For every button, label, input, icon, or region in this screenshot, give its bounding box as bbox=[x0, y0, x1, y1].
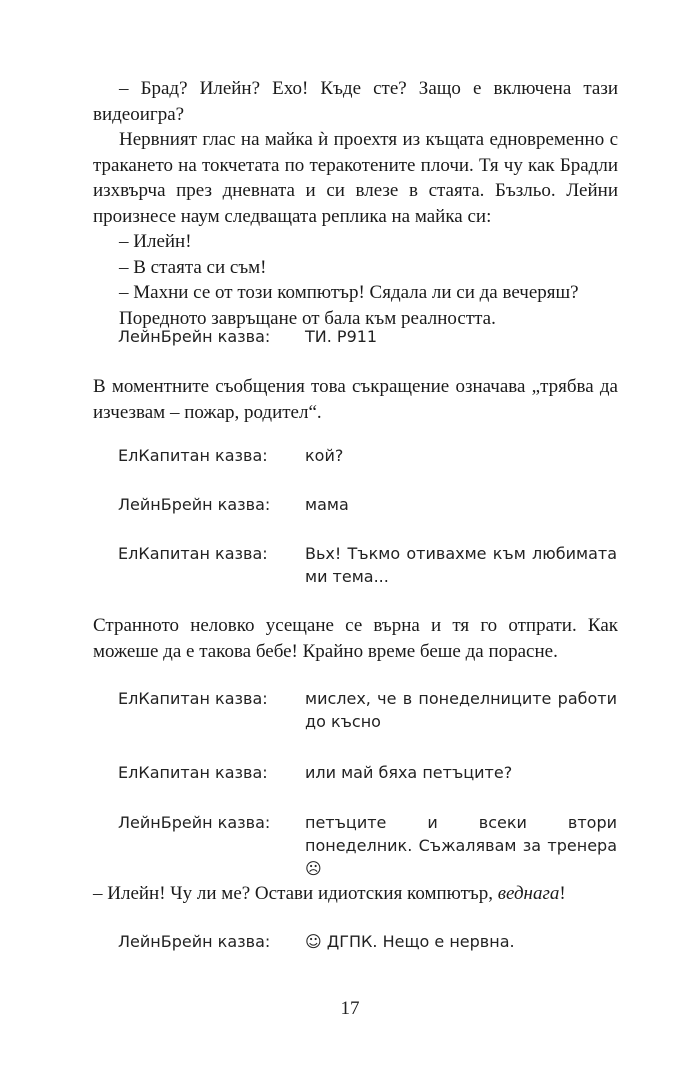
prose-block-opening bbox=[93, 76, 618, 331]
emphasis-text: веднага bbox=[497, 883, 560, 904]
paragraph: Странното неловко усещане се върна и тя го отпрати. Как можеше да е такова бебе! Крайно време беше да порасне. bbox=[93, 615, 618, 662]
paragraph: – Махни се от този компютър! Сядала ли си да вечеряш? bbox=[119, 282, 579, 303]
chat-message: петъците и всеки втори понеделник. Съжалявам за тренера ☹ bbox=[305, 813, 617, 878]
chat-sender: ЛейнБрейн казва: bbox=[118, 495, 271, 514]
prose-block bbox=[93, 613, 618, 664]
chat-sender: ЛейнБрейн казва: bbox=[118, 932, 271, 951]
paragraph: – Брад? Илейн? Ехо! Къде сте? Защо е включена тази видеоигра? bbox=[93, 78, 618, 125]
chat-sender: ЕлКапитан казва: bbox=[118, 544, 268, 563]
chat-message: или май бяха петъците? bbox=[305, 763, 513, 782]
chat-message: мислех, че в понеделниците работи до късно bbox=[305, 689, 617, 731]
paragraph: Нервният глас на майка ѝ проехтя из къщата едновременно с тракането на токчетата по теракотените плочи. Тя чу как Брадли изхвърча през дневната и си влезе в стаята. Бъзльо. Лейни произнесе наум следващата реплика на майка си: bbox=[93, 129, 618, 227]
chat-message: ☺ ДГПК. Нещо е нервна. bbox=[305, 932, 515, 951]
page-number: 17 bbox=[340, 998, 360, 1019]
paragraph: – В стаята си съм! bbox=[119, 256, 267, 278]
paragraph bbox=[93, 881, 618, 907]
paragraph: В моментните съобщения това съкращение означава „трябва да изчезвам – пожар, родител“. bbox=[93, 376, 618, 423]
chat-message: Вьх! Тъкмо отивахме към любимата ми тема... bbox=[305, 544, 617, 586]
chat-message: мама bbox=[305, 495, 349, 514]
chat-sender: ЕлКапитан казва: bbox=[118, 763, 268, 782]
chat-sender: ЕлКапитан казва: bbox=[118, 689, 268, 708]
chat-message: ТИ. Р911 bbox=[305, 327, 378, 346]
paragraph: Поредното завръщане от бала към реалността. bbox=[119, 307, 496, 329]
prose-block bbox=[93, 374, 618, 425]
chat-sender: ЛейнБрейн казва: bbox=[118, 813, 271, 832]
chat-message: кой? bbox=[305, 446, 344, 465]
prose-block bbox=[93, 881, 618, 907]
paragraph-text: – Илейн! Чу ли ме? Остави идиотския компютър, bbox=[93, 883, 498, 904]
chat-sender: ЕлКапитан казва: bbox=[118, 446, 268, 465]
paragraph-text: ! bbox=[559, 883, 566, 904]
paragraph: – Илейн! bbox=[119, 231, 192, 252]
chat-sender: ЛейнБрейн казва: bbox=[118, 327, 271, 346]
